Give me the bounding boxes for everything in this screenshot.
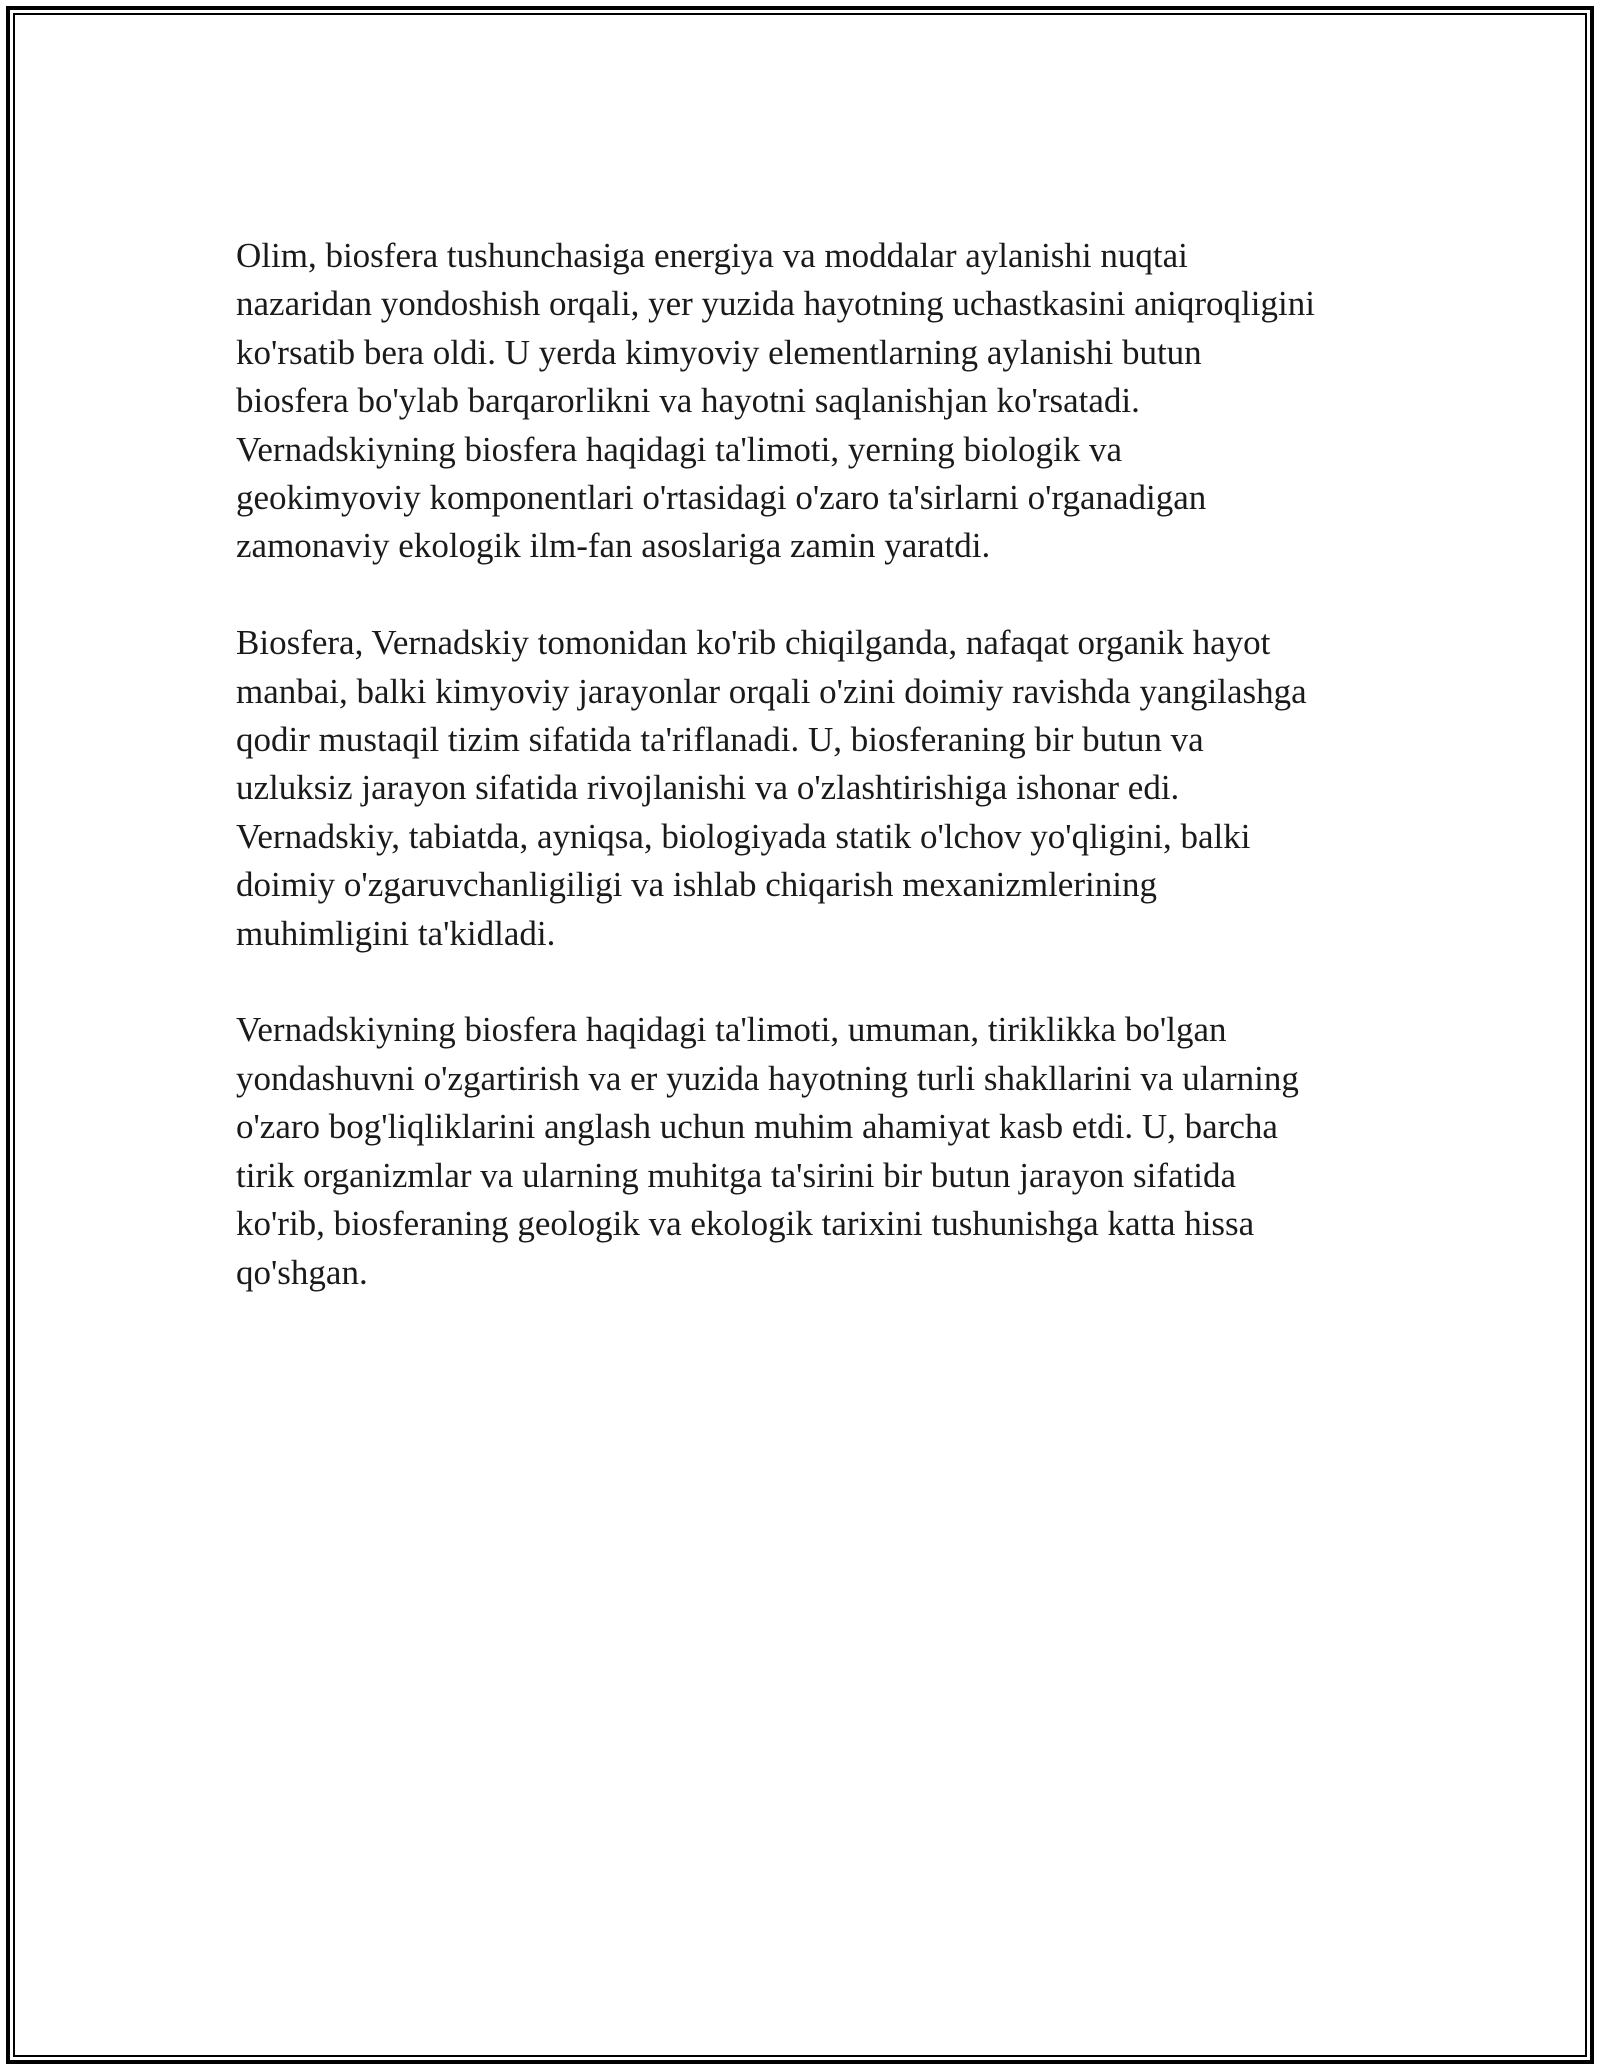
paragraph-1 xyxy=(236,232,1376,571)
text-line: qodir mustaqil tizim sifatida ta'riflanadi. U, biosferaning bir butun va xyxy=(236,720,1204,760)
text-line: ko'rsatib bera oldi. U yerda kimyoviy elementlarning aylanishi butun xyxy=(236,332,1202,372)
paragraph-2 xyxy=(236,619,1376,958)
paragraph-3 xyxy=(236,1006,1376,1296)
text-line: Vernadskiy, tabiatda, ayniqsa, biologiyada statik o'lchov yo'qligini, balki xyxy=(236,816,1251,856)
text-line: muhimligini ta'kidladi. xyxy=(236,913,556,953)
text-line: manbai, balki kimyoviy jarayonlar orqali o'zini doimiy ravishda yangilashga xyxy=(236,671,1307,711)
text-line: uzluksiz jarayon sifatida rivojlanishi va o'zlashtirishiga ishonar edi. xyxy=(236,768,1180,808)
text-line: doimiy o'zgaruvchanligiligi va ishlab chiqarish mexanizmlerining xyxy=(236,865,1157,905)
text-line: zamonaviy ekologik ilm-fan asoslariga zamin yaratdi. xyxy=(236,526,991,566)
text-line: nazaridan yondoshish orqali, yer yuzida hayotning uchastkasini aniqroqligini xyxy=(236,284,1315,324)
text-line: tirik organizmlar va ularning muhitga ta'sirini bir butun jarayon sifatida xyxy=(236,1155,1236,1195)
text-line: qo'shgan. xyxy=(236,1252,368,1292)
text-line: Vernadskiyning biosfera haqidagi ta'limoti, yerning biologik va xyxy=(236,429,1122,469)
text-line: yondashuvni o'zgartirish va er yuzida hayotning turli shakllarini va ularning xyxy=(236,1058,1299,1098)
document-body xyxy=(236,232,1376,1345)
text-line: Biosfera, Vernadskiy tomonidan ko'rib chiqilganda, nafaqat organik hayot xyxy=(236,623,1271,663)
text-line: biosfera bo'ylab barqarorlikni va hayotni saqlanishjan ko'rsatadi. xyxy=(236,381,1140,421)
text-line: ko'rib, biosferaning geologik va ekologik tarixini tushunishga katta hissa xyxy=(236,1204,1255,1244)
text-line: o'zaro bog'liqliklarini anglash uchun muhim ahamiyat kasb etdi. U, barcha xyxy=(236,1107,1278,1147)
text-line: Vernadskiyning biosfera haqidagi ta'limoti, umuman, tiriklikka bo'lgan xyxy=(236,1010,1227,1050)
text-line: geokimyoviy komponentlari o'rtasidagi o'zaro ta'sirlarni o'rganadigan xyxy=(236,478,1207,518)
text-line: Olim, biosfera tushunchasiga energiya va moddalar aylanishi nuqtai xyxy=(236,236,1188,275)
